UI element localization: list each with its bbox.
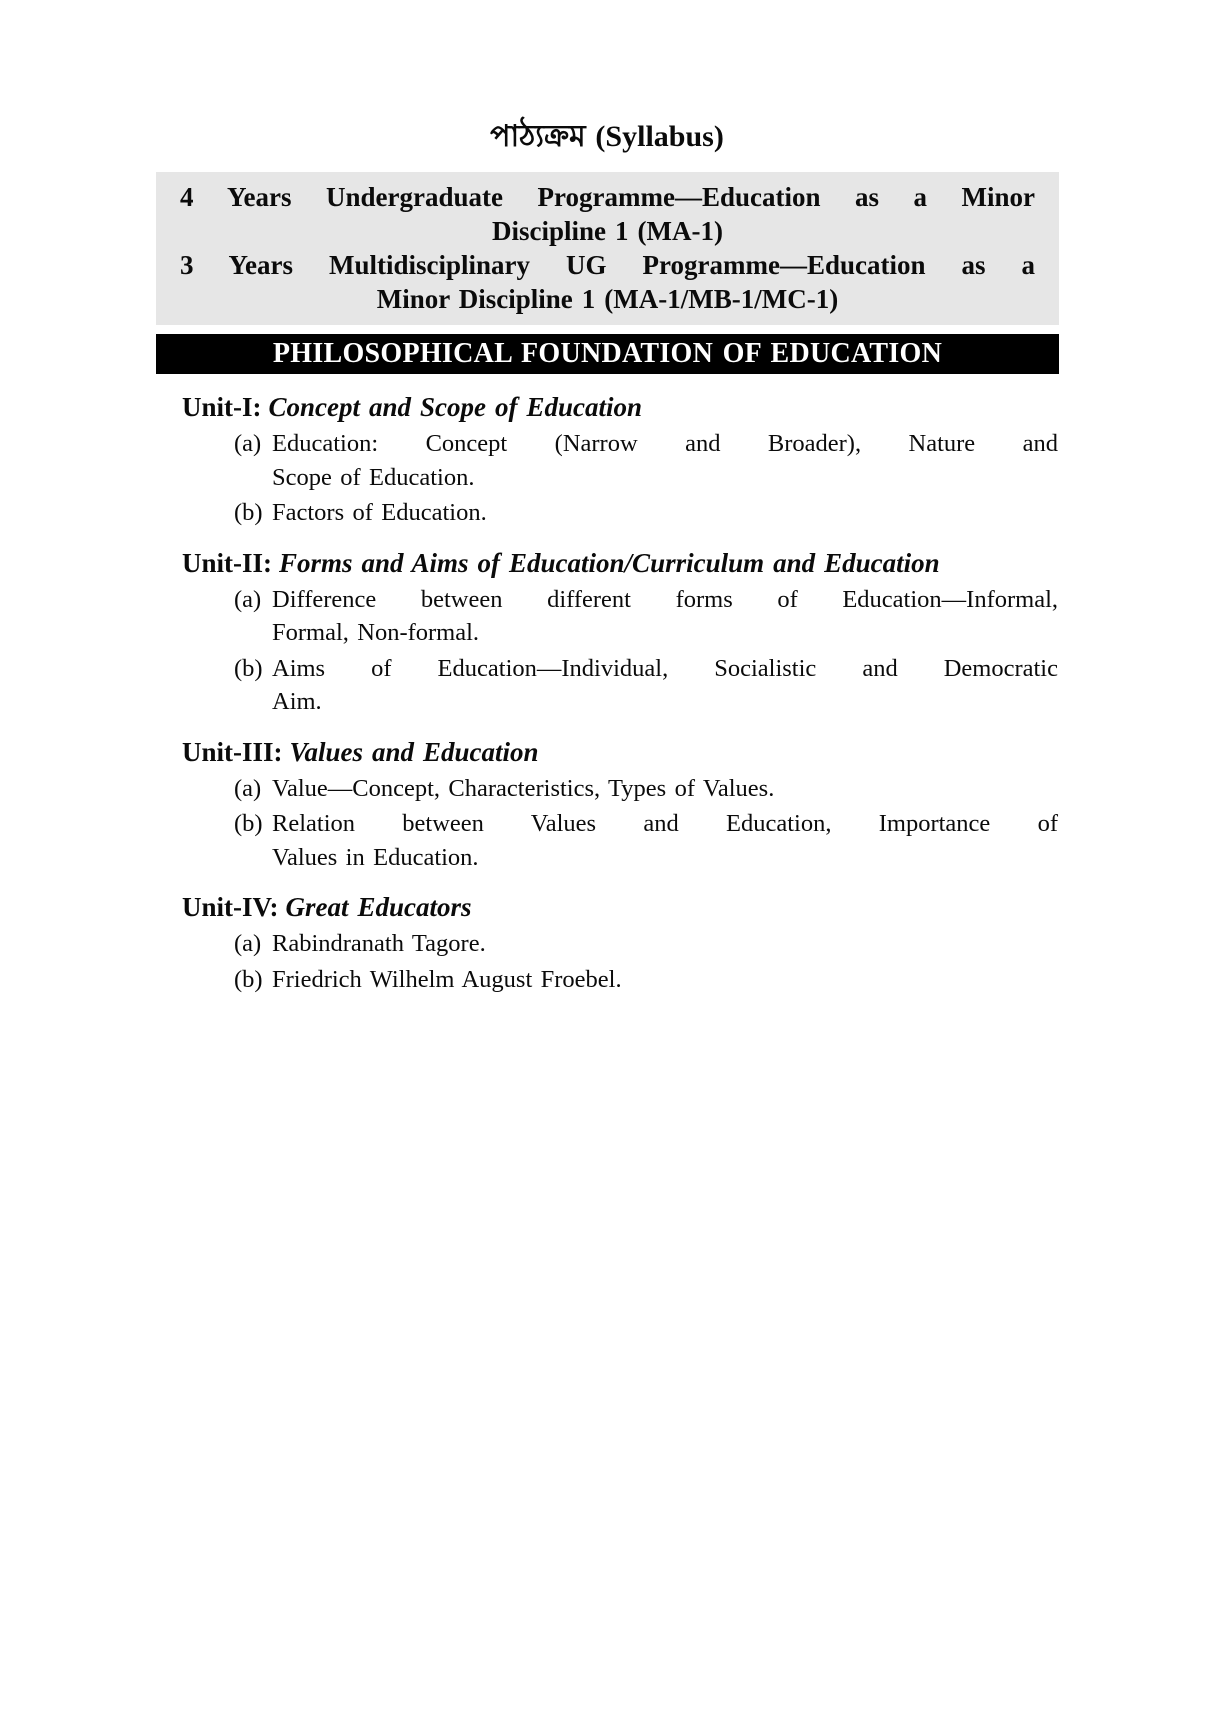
unit-label: Unit-II: [182, 547, 273, 578]
item-line: Aim. [272, 688, 322, 715]
item-line: Difference between different forms of Education—Informal, [272, 585, 1058, 613]
subject-banner: PHILOSOPHICAL FOUNDATION OF EDUCATION [156, 334, 1059, 374]
programme-line: 3 Years Multidisciplinary UG Programme—Education as a [180, 250, 1035, 280]
page-title: পাঠ্যক্রম (Syllabus) [490, 120, 724, 153]
item-line: Values in Education. [272, 843, 479, 871]
item-marker: (b) [234, 499, 263, 526]
unit-section-1 [182, 390, 1058, 530]
item-marker: (a) [234, 430, 262, 457]
unit-title: Values and Education [289, 736, 539, 767]
syllabus-item [182, 807, 1058, 874]
unit-title: Concept and Scope of Education [268, 392, 642, 422]
syllabus-item [182, 496, 1058, 530]
unit-label: Unit-IV: [182, 892, 279, 922]
item-marker: (a) [234, 930, 262, 957]
programme-header-box [156, 172, 1059, 325]
units-list [182, 390, 1058, 996]
unit-title: Great Educators [285, 892, 472, 922]
item-line: Rabindranath Tagore. [272, 930, 486, 957]
unit-heading [182, 546, 1058, 581]
syllabus-item [182, 927, 1058, 961]
unit-title: Forms and Aims of Education/Curriculum and Education [279, 547, 940, 578]
item-line: Friedrich Wilhelm August Froebel. [272, 965, 622, 993]
item-line: Education: Concept (Narrow and Broader), Nature and [272, 430, 1058, 457]
syllabus-item [182, 963, 1058, 997]
item-marker: (b) [234, 654, 263, 682]
unit-label: Unit-I: [182, 392, 262, 422]
programme-line: 4 Years Undergraduate Programme—Education as a Minor [180, 182, 1035, 212]
item-line: Formal, Non-formal. [272, 619, 480, 646]
item-marker: (b) [234, 965, 263, 993]
syllabus-item [182, 583, 1058, 650]
item-line: Aims of Education—Individual, Socialistic and Democratic [272, 654, 1058, 682]
item-line: Relation between Values and Education, Importance of [272, 810, 1058, 837]
unit-heading [182, 890, 1058, 925]
unit-section-2 [182, 546, 1058, 719]
item-marker: (a) [234, 774, 262, 802]
syllabus-item [182, 772, 1058, 806]
syllabus-item [182, 427, 1058, 494]
item-marker: (b) [234, 810, 263, 837]
unit-heading [182, 390, 1058, 425]
item-line: Factors of Education. [272, 499, 487, 526]
syllabus-item [182, 652, 1058, 719]
unit-section-3 [182, 735, 1058, 875]
unit-heading [182, 735, 1058, 770]
item-line: Scope of Education. [272, 463, 475, 491]
programme-line: Minor Discipline 1 (MA-1/MB-1/MC-1) [376, 284, 839, 314]
unit-label: Unit-III: [182, 736, 283, 767]
programme-line: Discipline 1 (MA-1) [492, 216, 723, 246]
item-marker: (a) [234, 585, 262, 613]
unit-section-4 [182, 890, 1058, 996]
item-line: Value—Concept, Characteristics, Types of Values. [272, 774, 775, 802]
